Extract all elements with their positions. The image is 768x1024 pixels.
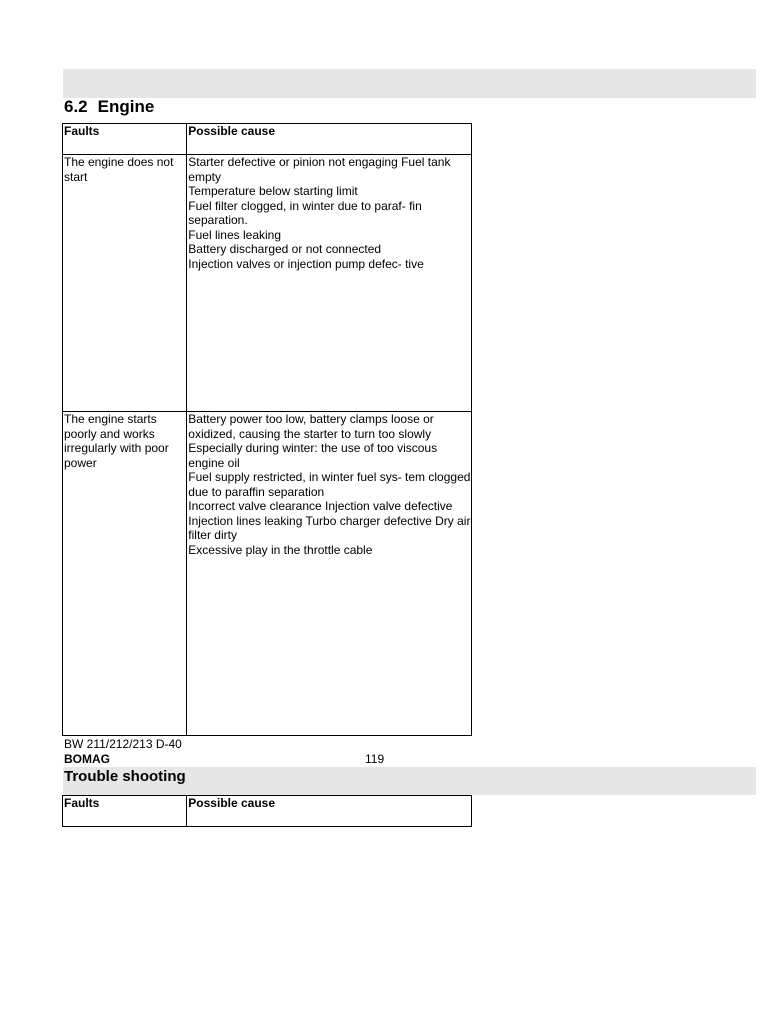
cause-line: Especially during winter: the use of too viscous engine oil: [188, 441, 438, 470]
cause-cell: [187, 412, 472, 736]
cause-line: Excessive play in the throttle cable: [188, 542, 373, 557]
cause-line: Fuel filter clogged, in winter due to paraf- fin separation.: [188, 198, 422, 227]
cause-line: Starter defective or pinion not engaging Fuel tank empty: [188, 155, 451, 184]
fault-cell: The engine starts poorly and works irregularly with poor power: [63, 412, 187, 736]
cause-line: Temperature below starting limit: [188, 184, 358, 198]
trouble-shooting-heading: Trouble shooting: [64, 768, 186, 785]
cause-line: Fuel lines leaking: [188, 227, 282, 242]
engine-faults-table: [62, 123, 472, 736]
faults-column-header: Faults: [63, 796, 187, 827]
table-header-row: [63, 796, 472, 827]
cause-column-header: Possible cause: [187, 796, 472, 827]
table-row: [63, 155, 472, 412]
footer-model: BW 211/212/213 D-40: [64, 737, 182, 751]
page-number: 119: [365, 752, 385, 766]
table-row: [63, 412, 472, 736]
table-header-row: [63, 124, 472, 155]
cause-line: Battery discharged or not connected: [188, 242, 382, 256]
faults-column-header: Faults: [63, 124, 187, 155]
cause-line: Injection lines leaking Turbo charger defective Dry air filter dirty: [188, 513, 471, 542]
section-title: Engine: [97, 97, 155, 116]
fault-cell: The engine does not start: [63, 155, 187, 412]
footer-brand: BOMAG: [64, 752, 110, 766]
cause-column-header: Possible cause: [187, 124, 472, 155]
cause-line: Fuel supply restricted, in winter fuel sys- tem clogged due to paraffin separation: [188, 470, 471, 499]
trouble-shooting-table: [62, 795, 472, 827]
section-heading: [64, 97, 154, 117]
cause-line: Battery power too low, battery clamps loose or oxidized, causing the starter to turn too slowly: [188, 412, 434, 441]
section-number: 6.2: [64, 97, 88, 116]
section-header-band: [63, 69, 756, 98]
cause-line: Injection valves or injection pump defec- tive: [188, 256, 424, 271]
cause-cell: [187, 155, 472, 412]
cause-line: Incorrect valve clearance Injection valve defective: [188, 499, 453, 513]
